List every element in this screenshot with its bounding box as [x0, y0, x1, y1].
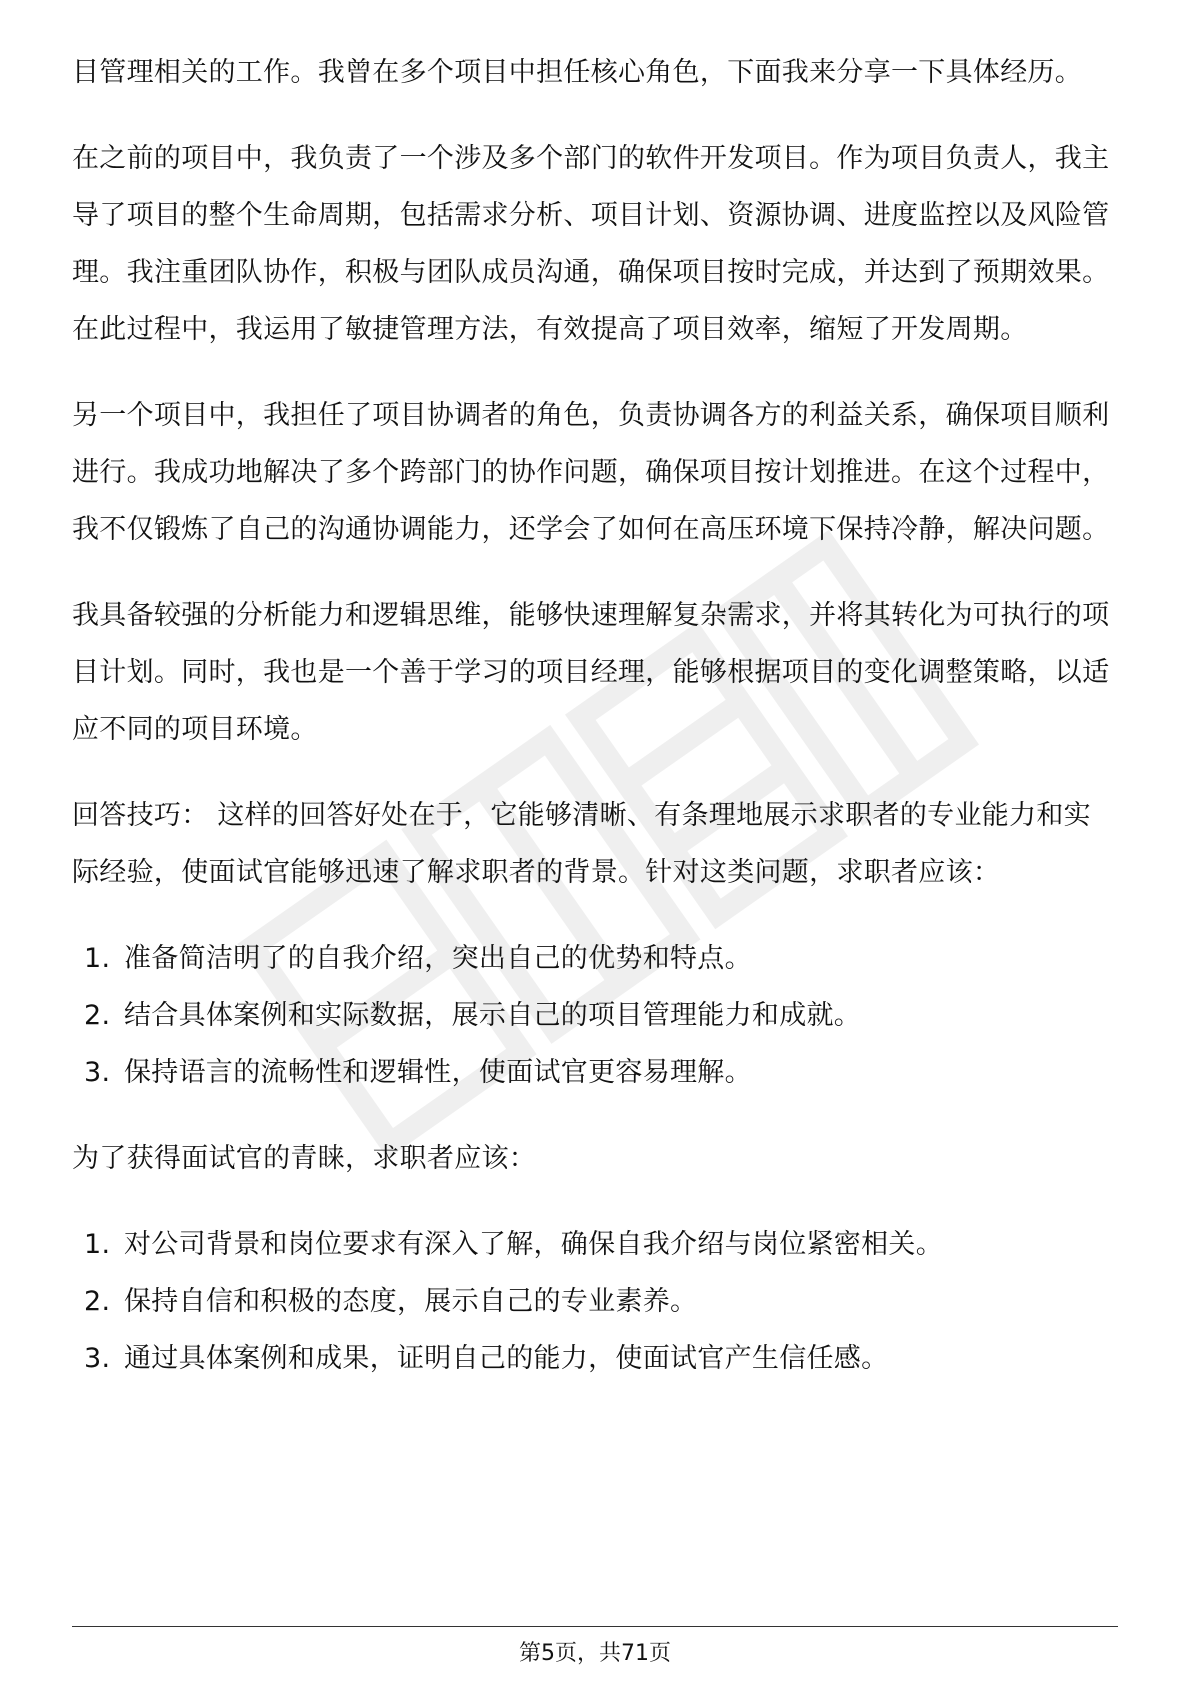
- paragraph-project-two: 另一个项目中，我担任了项目协调者的角色，负责协调各方的利益关系，确保项目顺利进行。我成功地解决了多个跨部门的协作问题，确保项目按计划推进。在这个过程中，我不仅锻炼了自己的沟通协调能力，还学会了如何在高压环境下保持冷静，解决问题。: [72, 400, 1110, 545]
- list-item-number: 1.: [84, 1229, 111, 1260]
- paragraph-abilities: 我具备较强的分析能力和逻辑思维，能够快速理解复杂需求，并将其转化为可执行的项目计划。同时，我也是一个善于学习的项目经理，能够根据项目的变化调整策略，以适应不同的项目环境。: [72, 600, 1110, 745]
- list-item-text: 对公司背景和岗位要求有深入了解，确保自我介绍与岗位紧密相关。: [124, 1229, 943, 1260]
- list-item: [72, 1216, 1118, 1273]
- list-item-number: 2.: [84, 1286, 111, 1317]
- paragraph-favor: 为了获得面试官的青睐，求职者应该：: [72, 1143, 537, 1174]
- list-item-number: 3.: [84, 1057, 111, 1088]
- list-item: [72, 987, 1118, 1044]
- footer-divider: [72, 1626, 1118, 1627]
- list-item-text: 准备简洁明了的自我介绍，突出自己的优势和特点。: [124, 943, 752, 974]
- list-item: [72, 930, 1118, 987]
- list-item-number: 2.: [84, 1000, 111, 1031]
- list-item-text: 通过具体案例和成果，证明自己的能力，使面试官产生信任感。: [124, 1343, 889, 1374]
- list-item: [72, 1044, 1118, 1101]
- list-item-text: 保持语言的流畅性和逻辑性，使面试官更容易理解。: [124, 1057, 752, 1088]
- list-item-text: 结合具体案例和实际数据，展示自己的项目管理能力和成就。: [124, 1000, 862, 1031]
- paragraph-answer-tips: 回答技巧： 这样的回答好处在于，它能够清晰、有条理地展示求职者的专业能力和实际经验，使面试官能够迅速了解求职者的背景。针对这类问题，求职者应该：: [72, 800, 1091, 888]
- list-item-text: 保持自信和积极的态度，展示自己的专业素养。: [124, 1286, 698, 1317]
- page-number: 第5页，共71页: [519, 1641, 671, 1666]
- list-item-number: 1.: [84, 943, 111, 974]
- tips-list: [72, 930, 1118, 1101]
- paragraph-intro: 目管理相关的工作。我曾在多个项目中担任核心角色，下面我来分享一下具体经历。: [72, 57, 1083, 88]
- favor-list: [72, 1216, 1118, 1387]
- list-item: [72, 1330, 1118, 1387]
- list-item-number: 3.: [84, 1343, 111, 1374]
- paragraph-project-one: 在之前的项目中，我负责了一个涉及多个部门的软件开发项目。作为项目负责人，我主导了项目的整个生命周期，包括需求分析、项目计划、资源协调、进度监控以及风险管理。我注重团队协作，积极与团队成员沟通，确保项目按时完成，并达到了预期效果。在此过程中，我运用了敏捷管理方法，有效提高了项目效率，缩短了开发周期。: [72, 143, 1110, 345]
- page-content: [72, 44, 1118, 1416]
- list-item: [72, 1273, 1118, 1330]
